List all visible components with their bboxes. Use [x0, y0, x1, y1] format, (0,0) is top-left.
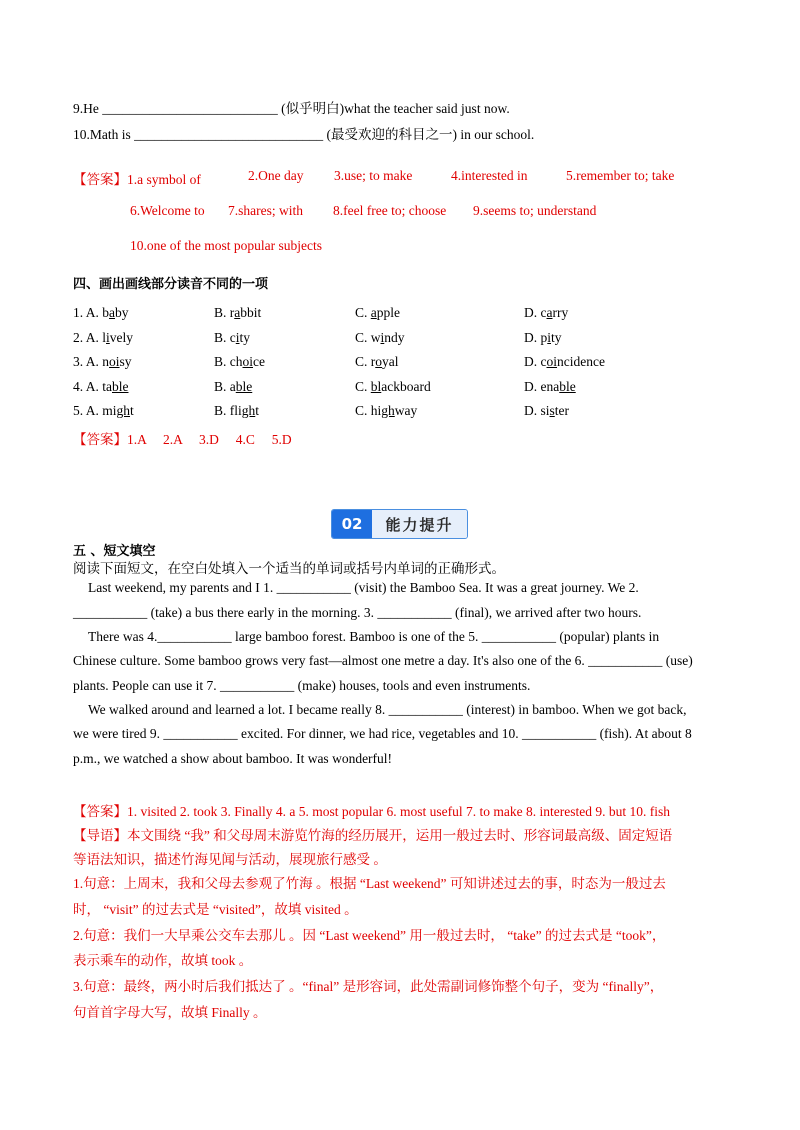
answer-item: 2.One day [248, 168, 304, 183]
underlined-letters: ble [112, 378, 129, 394]
answer-item: 7.shares; with [228, 203, 303, 218]
q10-pre: 10.Math is [73, 127, 135, 142]
option-text: ty [239, 329, 251, 345]
underlined-letters: a [370, 305, 377, 320]
answer-item: 8.feel free to; choose [333, 203, 447, 218]
passage-line: p.m., we watched a show about bamboo. It was wonderful! [73, 751, 393, 766]
underlined-letters: gh [241, 403, 256, 418]
option-text: pple [376, 305, 401, 320]
answer-item: 10.one of the most popular subjects [130, 238, 322, 253]
underlined-letters: oi [109, 354, 120, 369]
option-text: B. a [214, 378, 236, 394]
section-5-title: 五 、短文填空 [73, 544, 156, 559]
pronunciation-option [524, 305, 568, 321]
pronunciation-option [524, 330, 562, 346]
option-text: ce [253, 354, 265, 369]
option-text: D. si [524, 403, 550, 418]
passage-line: ___________ (take) a bus there early in the morning. 3. ___________ (final), we arrived after two hours. [73, 605, 642, 620]
option-text: sy [119, 354, 132, 369]
q9-blank[interactable]: __________________________ [102, 101, 278, 116]
pronunciation-option [355, 305, 400, 321]
option-text: t [255, 403, 260, 418]
question-9 [73, 97, 510, 117]
guide-line: 句首首字母大写，故填 Finally 。 [73, 1005, 267, 1020]
option-text: D. p [524, 329, 548, 345]
passage-line: plants. People can use it 7. ___________ (make) houses, tools and even instruments. [73, 678, 531, 693]
option-text: C. hi [355, 403, 382, 418]
pronunciation-option [355, 403, 417, 419]
option-text: 1. A. b [73, 305, 110, 320]
pronunciation-option [214, 330, 250, 346]
option-text: by [115, 305, 129, 320]
section-badge [331, 509, 468, 539]
underlined-letters: ble [559, 378, 576, 394]
pronunciation-option [214, 354, 265, 370]
option-text: way [394, 403, 418, 418]
pronunciation-option [524, 403, 569, 419]
underlined-letters: oi [546, 354, 558, 369]
option-text: t [130, 403, 134, 418]
pronunciation-option [355, 354, 399, 370]
answer-values: 1.A 2.A 3.D 4.C 5.D [127, 432, 292, 447]
pronunciation-option [73, 403, 134, 419]
option-text: B. c [214, 329, 236, 345]
answer-block-3-line-1 [73, 168, 201, 188]
answer-item: 4.interested in [451, 168, 528, 183]
q10-post: (最受欢迎的科目之一) in our school. [323, 127, 535, 142]
option-text: bbit [240, 305, 262, 320]
option-text: ackboard [381, 378, 431, 394]
guide-line: 等语法知识，描述竹海见闻与活动，展现旅行感受 。 [73, 852, 387, 867]
option-text: B. ch [214, 354, 243, 369]
passage-line: Chinese culture. Some bamboo grows very fast—almost one metre a day. It's also one of the 6. ___________ (use) [73, 653, 693, 668]
answer-item: 9.seems to; understand [473, 203, 597, 218]
answer-item: 6.Welcome to [130, 203, 205, 218]
answer-label: 【答案】 [73, 172, 127, 187]
underlined-letters: gh [116, 403, 131, 418]
section-4-title: 四、画出画线部分读音不同的一项 [73, 277, 269, 292]
q9-post: (似乎明白)what the teacher said just now. [277, 101, 510, 116]
option-text: C. r [355, 354, 376, 369]
option-text: C. w [355, 329, 381, 345]
option-text: rry [552, 305, 569, 320]
underlined-letters: a [546, 305, 553, 320]
q9-pre: 9.He [73, 101, 103, 116]
guide-line: 1.句意：上周末，我和父母去参观了竹海 。根据 “Last weekend” 可知讲述过去的事，时态为一般过去 [73, 876, 666, 891]
underlined-letters: i [106, 329, 110, 345]
option-text: C. [355, 378, 371, 394]
option-text: D. c [524, 305, 547, 320]
option-text: ter [554, 403, 570, 418]
pronunciation-option [355, 379, 431, 395]
option-text: 2. A. l [73, 329, 107, 345]
pronunciation-option [214, 379, 252, 395]
option-text: 4. A. ta [73, 378, 112, 394]
section-5-instruction: 阅读下面短文，在空白处填入一个适当的单词或括号内单词的正确形式。 [73, 561, 505, 576]
pronunciation-option [214, 305, 261, 321]
guide-line: 表示乘车的动作，故填 took 。 [73, 953, 253, 968]
answer-item: 1.a symbol of [127, 172, 201, 187]
option-text: vely [109, 329, 134, 345]
option-text: yal [382, 354, 399, 369]
option-text: B. fli [214, 403, 242, 418]
underlined-letters: ble [235, 378, 253, 394]
option-text: ndy [384, 329, 405, 345]
guide-line: 【导语】本文围绕 “我” 和父母周末游览竹海的经历展开，运用一般过去时、形容词最高级、固定短语 [73, 828, 673, 843]
option-text: C. [355, 305, 371, 320]
question-10 [73, 123, 534, 143]
option-text: ncidence [557, 354, 605, 369]
guide-line: 3.句意：最终，两小时后我们抵达了 。“final” 是形容词，此处需副词修饰整个句子，变为 “finally”， [73, 979, 664, 994]
pronunciation-option [73, 305, 129, 321]
answer-item: 3.use; to make [334, 168, 413, 183]
answer-label: 【答案】 [73, 432, 127, 447]
passage-line: There was 4.___________ large bamboo forest. Bamboo is one of the 5. ___________ (popular) plants in [88, 629, 660, 644]
q10-blank[interactable]: ____________________________ [134, 127, 324, 142]
underlined-letters: bl [370, 378, 382, 394]
option-text: 5. A. mi [73, 403, 117, 418]
badge-title: 能力提升 [372, 510, 467, 538]
section-4-answer [73, 428, 292, 448]
passage-line: Last weekend, my parents and I 1. ___________ (visit) the Bamboo Sea. It was a great journey. We 2. [88, 580, 639, 595]
option-text: ty [551, 329, 562, 345]
passage-line: we were tired 9. ___________ excited. For dinner, we had rice, vegetables and 10. ___________ (fish). At about 8 [73, 726, 692, 741]
pronunciation-option [355, 330, 405, 346]
section-5-answer: 【答案】1. visited 2. took 3. Finally 4. a 5. most popular 6. most useful 7. to make 8. interested 9. but 10. fish [73, 804, 670, 819]
underlined-letters: i [235, 329, 240, 345]
pronunciation-option [524, 354, 605, 370]
option-text: B. r [214, 305, 235, 320]
guide-line: 时， “visit” 的过去式是 “visited”，故填 visited 。 [73, 902, 358, 917]
underlined-letters: i [380, 329, 385, 345]
underlined-letters: gh [381, 403, 395, 418]
underlined-letters: a [109, 305, 116, 320]
pronunciation-option [214, 403, 259, 419]
underlined-letters: i [547, 329, 552, 345]
pronunciation-option [73, 354, 132, 370]
underlined-letters: s [549, 403, 555, 418]
underlined-letters: o [375, 354, 382, 369]
option-text: 3. A. n [73, 354, 110, 369]
pronunciation-option [73, 379, 129, 395]
underlined-letters: oi [242, 354, 254, 369]
pronunciation-option [524, 379, 576, 395]
guide-line: 2.句意：我们一大早乘公交车去那儿 。因 “Last weekend” 用一般过去时， “take” 的过去式是 “took”， [73, 928, 666, 943]
pronunciation-option [73, 330, 133, 346]
answer-item: 5.remember to; take [566, 168, 675, 183]
passage-line: We walked around and learned a lot. I became really 8. ___________ (interest) in bamboo. When we got back, [88, 702, 687, 717]
option-text: D. ena [524, 378, 560, 394]
option-text: D. c [524, 354, 547, 369]
badge-number: 02 [332, 510, 372, 538]
underlined-letters: a [234, 305, 241, 320]
